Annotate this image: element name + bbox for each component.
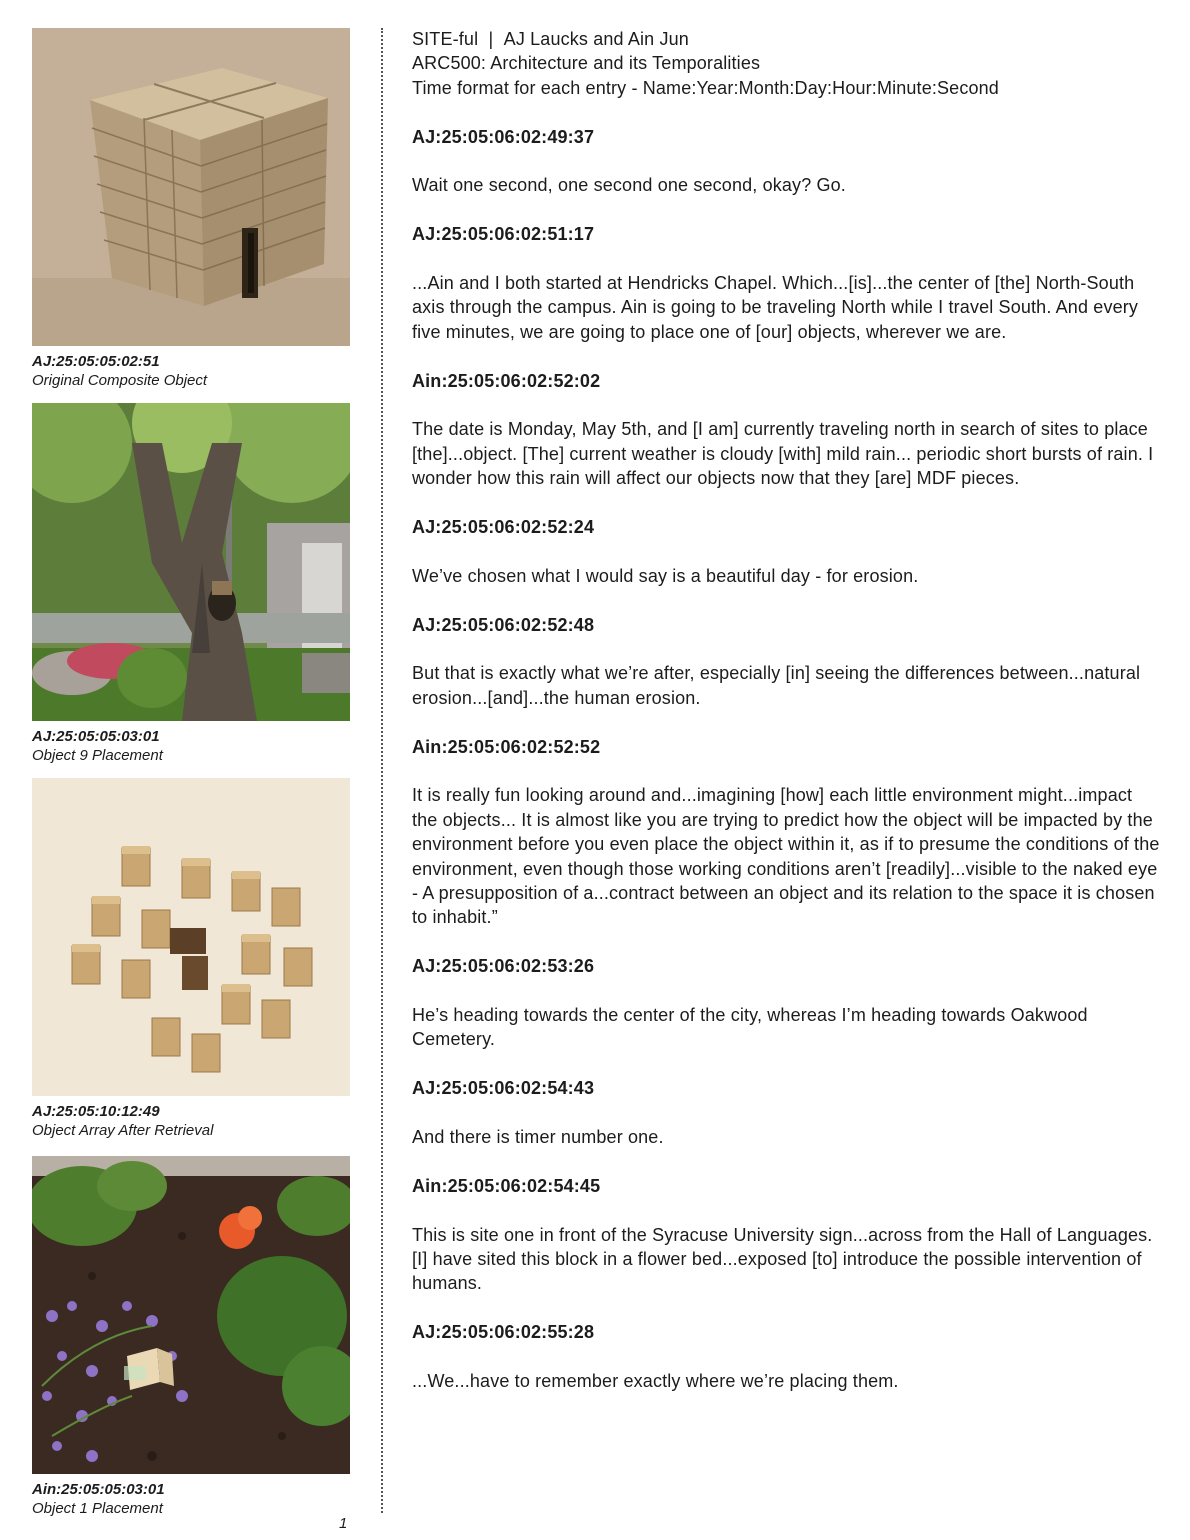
title-line	[412, 27, 1162, 51]
document-header	[412, 27, 1162, 100]
figure-caption: Object 9 Placement	[32, 747, 163, 764]
figure-1	[32, 28, 350, 390]
entry-timestamp: AJ:25:05:06:02:53:26	[412, 956, 595, 977]
course-title: ARC500: Architecture and its Temporalities	[412, 53, 761, 74]
project-title: SITE-ful	[412, 29, 479, 49]
entry-timestamp: Ain:25:05:06:02:52:02	[412, 370, 601, 391]
entry-text: This is site one in front of the Syracuse University sign...across from the Hall of Languages. [I] have sited this block in a flower bed...exposed [to] introduce the possible intervention of humans.	[412, 1224, 1153, 1294]
entry-text: But that is exactly what we’re after, especially [in] seeing the differences between...natural erosion...[and]...the human erosion.	[412, 663, 1141, 708]
object-array-photo	[32, 778, 350, 1096]
mdf-block-cube-photo	[32, 28, 350, 346]
figure-timestamp: Ain:25:05:05:03:01	[32, 1481, 165, 1498]
transcript-entry	[412, 954, 1162, 1052]
transcript-entry	[412, 125, 1162, 198]
entry-timestamp: AJ:25:05:06:02:55:28	[412, 1322, 595, 1343]
entry-text: The date is Monday, May 5th, and [I am] currently traveling north in search of sites to place [the]...object. [The] current weather is cloudy [with] mild rain... periodic short bursts of rain. I wonder how this rain will affect our objects now that they [are] MDF pieces.	[412, 419, 1154, 489]
tree-placement-photo	[32, 403, 350, 721]
column-divider	[381, 28, 383, 1513]
transcript-entry	[412, 222, 1162, 344]
entry-text: ...Ain and I both started at Hendricks Chapel. Which...[is]...the center of [the] North-South axis through the campus. Ain is going to be traveling North while I travel South. And every five minutes, we are going to place one of [our] objects, wherever we are.	[412, 273, 1139, 342]
entry-text: He’s heading towards the center of the city, whereas I’m heading towards Oakwood Cemetery.	[412, 1005, 1088, 1050]
figure-timestamp: AJ:25:05:10:12:49	[32, 1103, 160, 1120]
transcript-entry	[412, 735, 1162, 930]
entry-text: It is really fun looking around and...imagining [how] each little environment might...impact the objects... It is almost like you are trying to predict how the object will be impacted by the environment before you even place the object within it, as if to presume the conditions of the environment, even though those working conditions aren’t [readily]...visible to the naked eye - A presupposition of a...contract between an object and its relation to the space it is chosen to inhabit.”	[412, 785, 1160, 928]
figure-3	[32, 778, 350, 1140]
transcript-entry	[412, 613, 1162, 711]
figure-caption: Object Array After Retrieval	[32, 1122, 214, 1139]
entry-timestamp: Ain:25:05:06:02:52:52	[412, 736, 601, 757]
entry-timestamp: AJ:25:05:06:02:52:48	[412, 614, 595, 635]
transcript-entry	[412, 369, 1162, 491]
entry-text: We’ve chosen what I would say is a beautiful day - for erosion.	[412, 565, 919, 586]
figure-4	[32, 1156, 350, 1518]
figure-caption: Object 1 Placement	[32, 1500, 163, 1517]
transcript-entry	[412, 515, 1162, 588]
authors: AJ Laucks and Ain Jun	[503, 29, 689, 49]
entry-timestamp: AJ:25:05:06:02:52:24	[412, 517, 595, 538]
entry-timestamp: AJ:25:05:06:02:49:37	[412, 126, 595, 147]
entry-timestamp: Ain:25:05:06:02:54:45	[412, 1175, 601, 1196]
figure-timestamp: AJ:25:05:05:02:51	[32, 353, 160, 370]
transcript-entry	[412, 1174, 1162, 1296]
figure-2	[32, 403, 350, 765]
time-format-note: Time format for each entry - Name:Year:Month:Day:Hour:Minute:Second	[412, 77, 999, 98]
transcript-entry	[412, 1076, 1162, 1149]
entry-text: Wait one second, one second one second, okay? Go.	[412, 175, 846, 196]
figure-caption: Original Composite Object	[32, 372, 208, 389]
title-separator: |	[488, 29, 494, 49]
page-number: 1	[339, 1515, 348, 1532]
transcript-column	[412, 27, 1162, 1393]
flower-bed-placement-photo	[32, 1156, 350, 1474]
entry-text: ...We...have to remember exactly where we’re placing them.	[412, 1371, 899, 1392]
entry-text: And there is timer number one.	[412, 1127, 664, 1148]
entry-timestamp: AJ:25:05:06:02:51:17	[412, 224, 595, 245]
figure-timestamp: AJ:25:05:05:03:01	[32, 728, 160, 745]
entry-timestamp: AJ:25:05:06:02:54:43	[412, 1078, 595, 1099]
transcript-entry	[412, 1320, 1162, 1393]
